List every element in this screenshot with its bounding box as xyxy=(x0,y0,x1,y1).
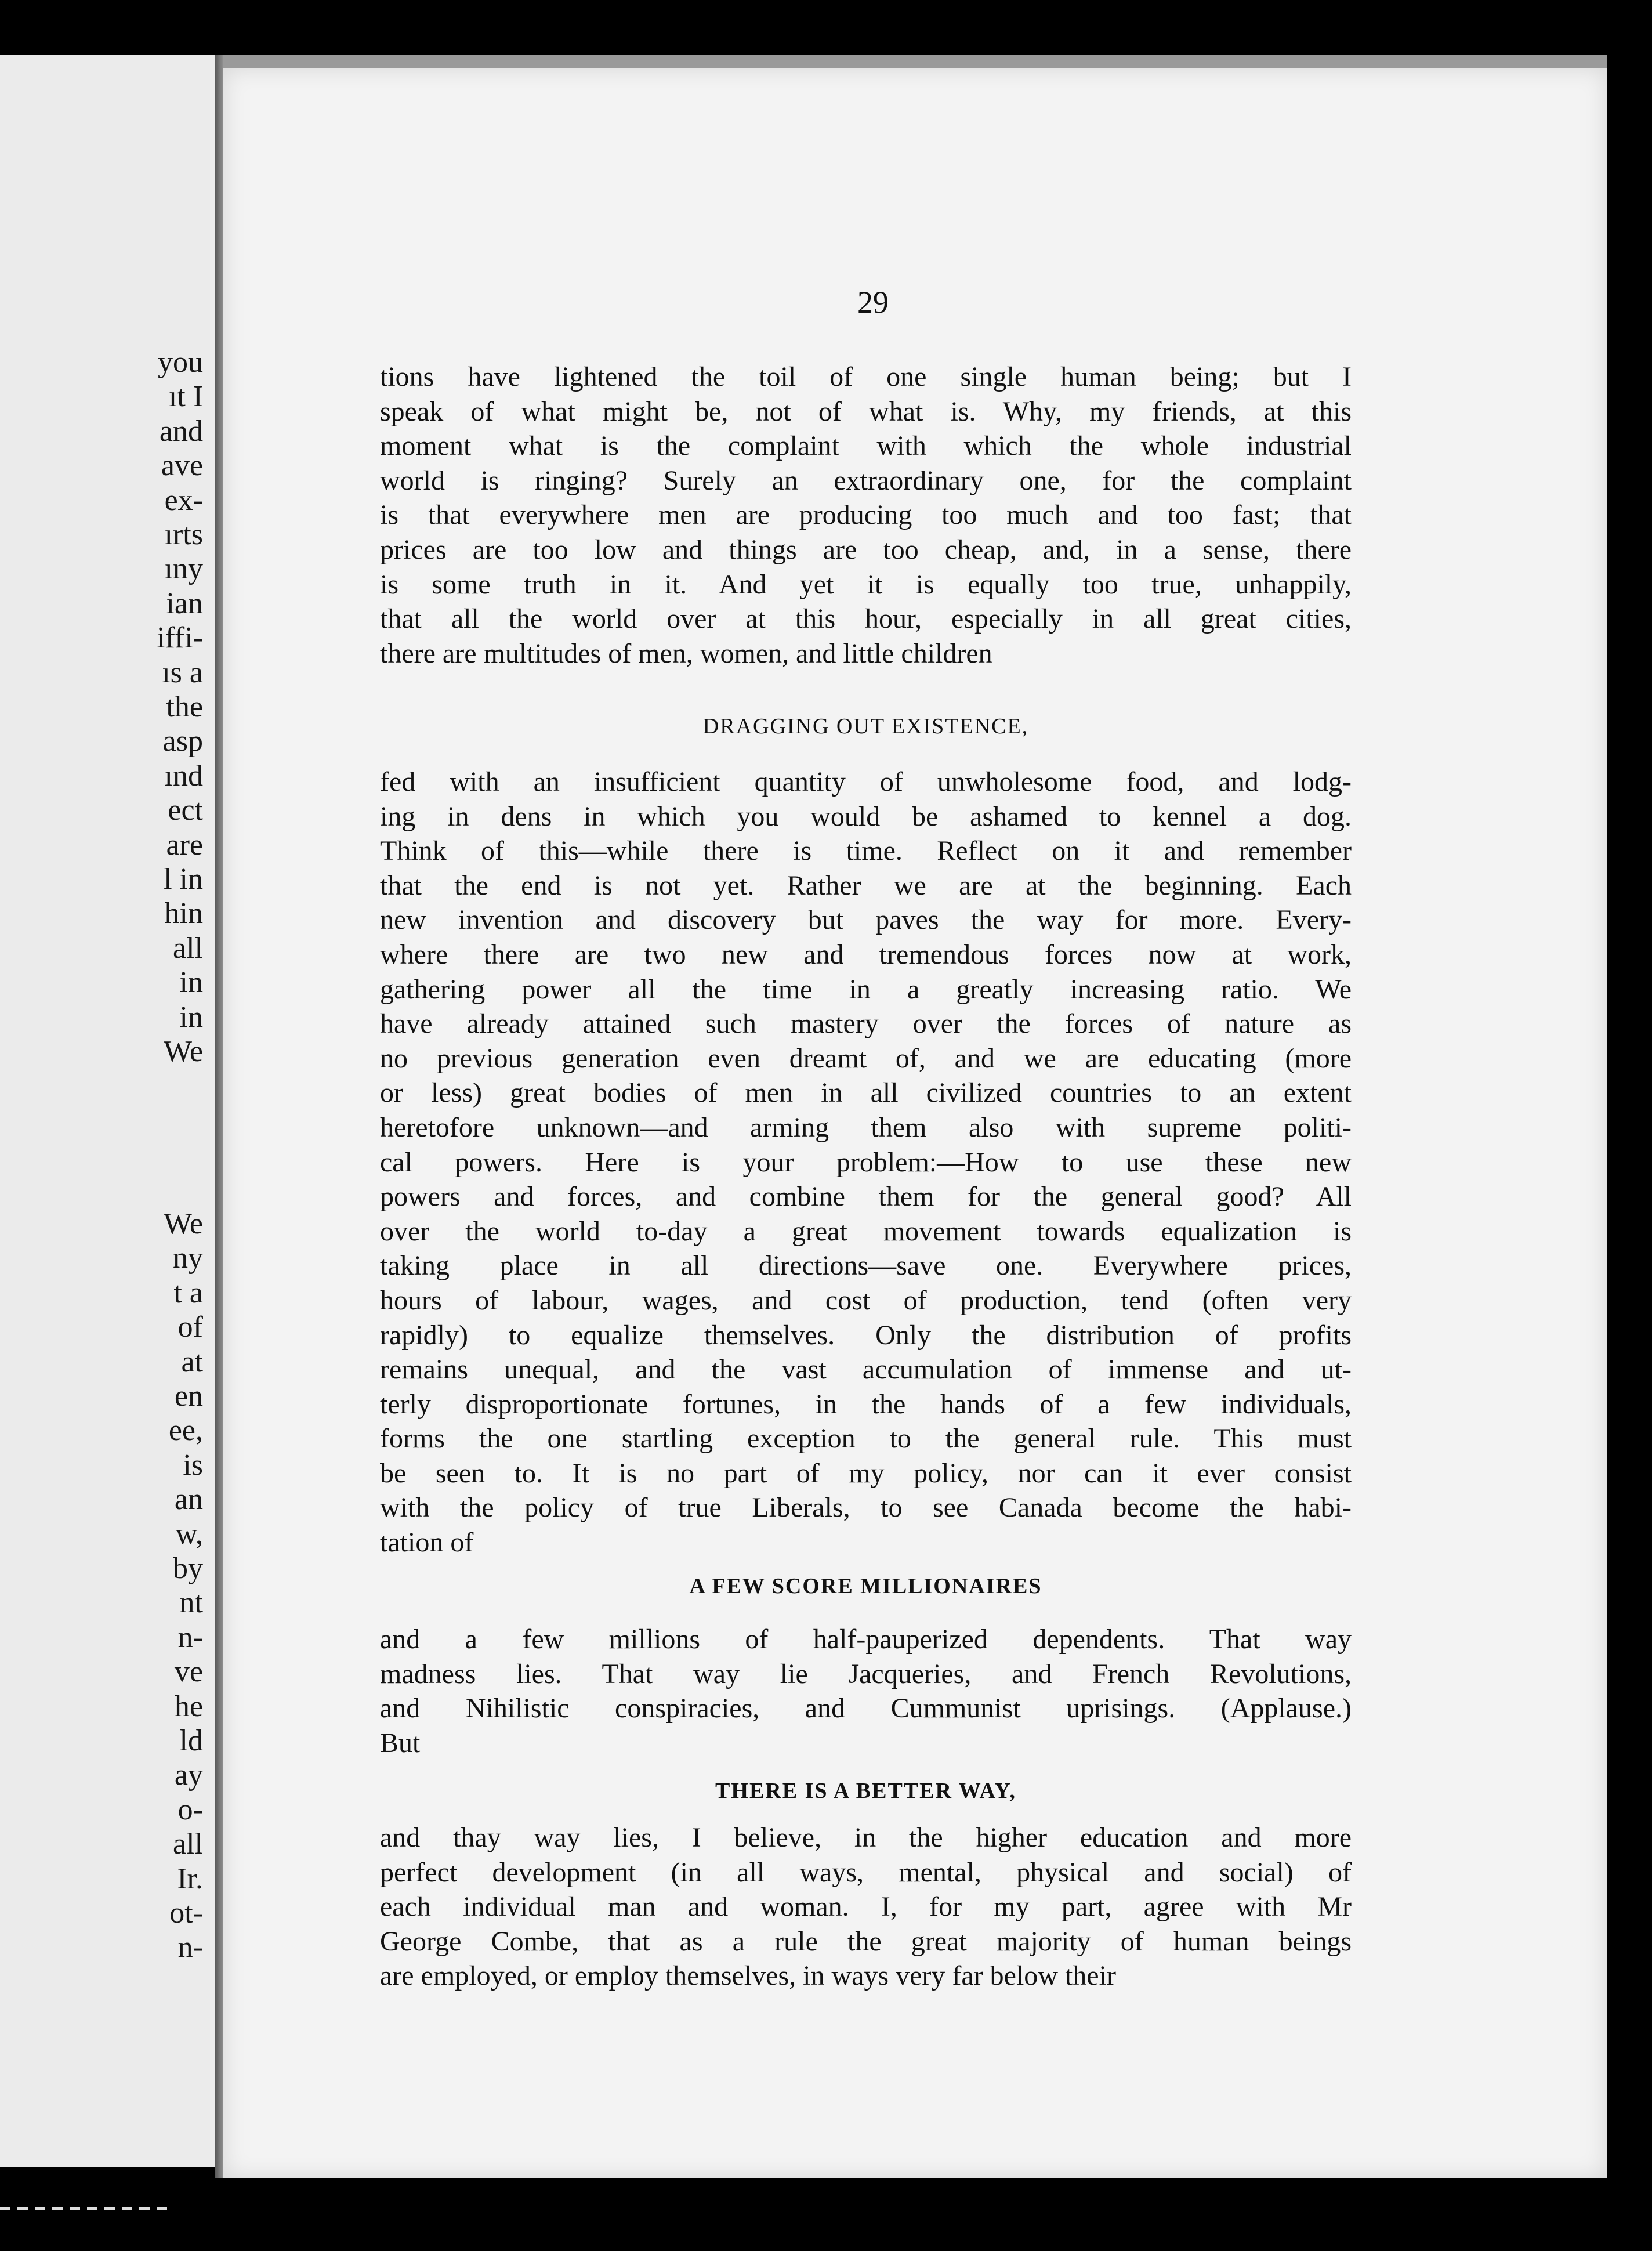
facing-page-text-fragment: he xyxy=(174,1689,203,1723)
text-line: no previous generation even dreamt of, and we are educating (more xyxy=(380,1043,1352,1074)
text-line: Think of this—while there is time. Reflect on it and remember xyxy=(380,835,1352,867)
facing-page-text-fragment: at xyxy=(181,1345,203,1378)
text-line: George Combe, that as a rule the great majority of human beings xyxy=(380,1926,1352,1957)
text-line: where there are two new and tremendous forces now at work, xyxy=(380,939,1352,970)
paragraph-3 xyxy=(380,1622,1352,1760)
text-line: fed with an insufficient quantity of unwholesome food, and lodg- xyxy=(380,766,1352,797)
facing-page-text-fragment: by xyxy=(173,1552,203,1585)
text-line: powers and forces, and combine them for the general good? All xyxy=(380,1181,1352,1213)
text-line: madness lies. That way lie Jacqueries, and French Revolutions, xyxy=(380,1658,1352,1689)
facing-page-text-fragment: We xyxy=(164,1207,203,1240)
facing-page-text-fragment: is xyxy=(183,1448,203,1482)
text-line: or less) great bodies of men in all civilized countries to an extent xyxy=(380,1077,1352,1109)
facing-page-text-fragment: of xyxy=(177,1311,203,1344)
facing-page-text-fragment: iffi- xyxy=(157,621,203,655)
text-line: heretofore unknown—and arming them also with supreme politi- xyxy=(380,1112,1352,1143)
text-line: rapidly) to equalize themselves. Only the distribution of profits xyxy=(380,1319,1352,1351)
facing-page-text-fragment: l in xyxy=(164,863,203,896)
text-line: gathering power all the time in a greatly increasing ratio. We xyxy=(380,973,1352,1005)
text-line: and a few millions of half-pauperized dependents. That way xyxy=(380,1624,1352,1655)
text-line: terly disproportionate fortunes, in the hands of a few individuals, xyxy=(380,1388,1352,1420)
text-line: perfect development (in all ways, mental, physical and social) of xyxy=(380,1856,1352,1888)
text-line: over the world to-day a great movement towards equalization is xyxy=(380,1215,1352,1247)
facing-page-text-fragment: you xyxy=(158,346,203,379)
facing-page-text-fragment: t a xyxy=(173,1276,203,1309)
text-line: that the end is not yet. Rather we are at the beginning. Each xyxy=(380,870,1352,901)
paragraph-1 xyxy=(380,360,1352,671)
facing-page-text-fragment: ex- xyxy=(164,483,203,517)
facing-page-text-fragment: ee, xyxy=(168,1414,203,1447)
facing-page-text-fragment: We xyxy=(164,1035,203,1068)
text-line: is some truth in it. And yet it is equally too true, unhappily, xyxy=(380,569,1352,600)
text-line: taking place in all directions—save one. Everywhere prices, xyxy=(380,1250,1352,1282)
section-heading-dragging: DRAGGING OUT EXISTENCE, xyxy=(702,714,1029,739)
facing-page-text-fragment: ıny xyxy=(164,552,203,586)
facing-page-text-fragment: ıs a xyxy=(162,656,203,689)
text-line: have already attained such mastery over the forces of nature as xyxy=(380,1008,1352,1040)
facing-page-text-fragment: ave xyxy=(161,449,203,483)
facing-page-text-fragment: an xyxy=(174,1483,203,1517)
facing-page-text-fragment: ve xyxy=(174,1655,203,1689)
paragraph-2 xyxy=(380,765,1352,1560)
facing-page-text-fragment: ıt I xyxy=(168,380,203,414)
facing-page-text-fragment: asp xyxy=(162,725,203,758)
text-line: new invention and discovery but paves the way for more. Every- xyxy=(380,904,1352,936)
facing-page-text-fragment: ırts xyxy=(164,518,203,551)
text-line: ing in dens in which you would be ashamed to kennel a dog. xyxy=(380,801,1352,832)
facing-page-text-fragment: ect xyxy=(168,794,203,827)
text-line: is that everywhere men are producing too much and too fast; that xyxy=(380,500,1352,531)
facing-page-text-fragment: n- xyxy=(177,1620,203,1654)
facing-page-text-fragment: ny xyxy=(173,1242,203,1275)
facing-page-text-fragment: and xyxy=(159,414,203,448)
text-line: there are multitudes of men, women, and little children xyxy=(380,638,992,669)
text-line: moment what is the complaint with which the whole industrial xyxy=(380,430,1352,462)
facing-page-text-fragment: Ir. xyxy=(177,1862,203,1895)
text-line: with the policy of true Liberals, to see Canada become the habi- xyxy=(380,1492,1352,1523)
facing-page-text-fragment: en xyxy=(174,1380,203,1413)
facing-page-text-fragment: all xyxy=(173,1827,203,1861)
text-line: and thay way lies, I believe, in the higher education and more xyxy=(380,1822,1352,1853)
facing-page-text-fragment: ınd xyxy=(164,759,203,792)
facing-page-text-fragment: are xyxy=(166,828,203,862)
facing-page-text-fragment: ot- xyxy=(169,1897,203,1930)
facing-page-text-fragment: ld xyxy=(179,1724,203,1757)
facing-page-text-fragment: w, xyxy=(175,1517,203,1551)
facing-page-text-fragment: in xyxy=(179,966,203,1000)
text-line: remains unequal, and the vast accumulation of immense and ut- xyxy=(380,1354,1352,1385)
text-line: and Nihilistic conspiracies, and Cummunist uprisings. (Applause.) xyxy=(380,1693,1352,1724)
facing-page-text-fragment: all xyxy=(173,931,203,965)
text-line: prices are too low and things are too cheap, and, in a sense, there xyxy=(380,534,1352,565)
facing-page-text-fragment: ian xyxy=(166,587,203,620)
text-line: hours of labour, wages, and cost of production, tend (often very xyxy=(380,1284,1352,1316)
text-line: each individual man and woman. I, for my part, agree with Mr xyxy=(380,1891,1352,1923)
facing-page-text-fragment: o- xyxy=(177,1793,203,1826)
facing-page-text-fragment: the xyxy=(166,690,203,723)
text-line: But xyxy=(380,1727,421,1758)
facing-page-text-fragment: ay xyxy=(174,1758,203,1792)
facing-page-text-fragment: n- xyxy=(177,1931,203,1964)
text-line: world is ringing? Surely an extraordinary one, for the complaint xyxy=(380,465,1352,496)
facing-page-text-fragment: nt xyxy=(179,1586,203,1620)
text-line: be seen to. It is no part of my policy, nor can it ever consist xyxy=(380,1457,1352,1489)
paragraph-4 xyxy=(380,1821,1352,1993)
text-line: speak of what might be, not of what is. Why, my friends, at this xyxy=(380,396,1352,427)
text-line: are employed, or employ themselves, in ways very far below their xyxy=(380,1960,1116,1992)
text-line: tions have lightened the toil of one single human being; but I xyxy=(380,361,1352,392)
page-number: 29 xyxy=(857,285,889,320)
facing-page-text-fragment: in xyxy=(179,1000,203,1034)
section-heading-millionaires: A FEW SCORE MILLIONAIRES xyxy=(689,1574,1042,1598)
facing-page xyxy=(0,55,218,2167)
text-line: that all the world over at this hour, especially in all great cities, xyxy=(380,603,1352,635)
text-line: cal powers. Here is your problem:—How to use these new xyxy=(380,1146,1352,1178)
text-line: forms the one startling exception to the general rule. This must xyxy=(380,1423,1352,1454)
page-edge-mark xyxy=(0,2207,174,2210)
text-line: tation of xyxy=(380,1527,474,1558)
section-heading-better-way: THERE IS A BETTER WAY, xyxy=(715,1779,1016,1803)
facing-page-text-fragment: hin xyxy=(164,897,203,931)
